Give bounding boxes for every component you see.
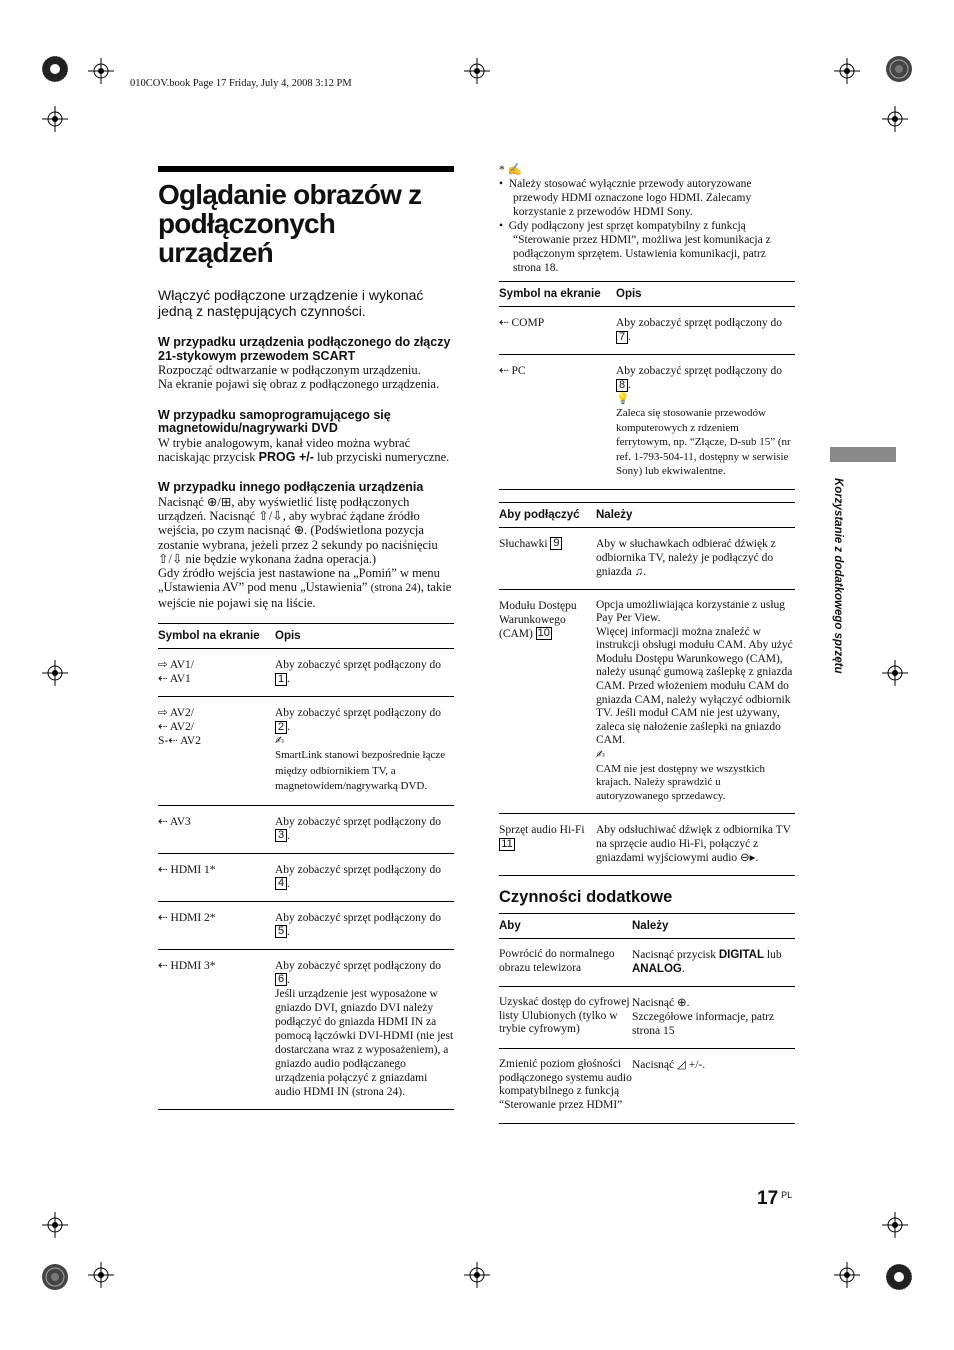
section-heading-other: W przypadku innego podłączenia urządzenia — [158, 480, 424, 495]
label-cell: Zmienić poziom głośności podłączonego systemu audio kompatybilnego z funkcją “Sterowanie przez HDMI” — [499, 1049, 632, 1124]
label-cell: Słuchawki 9 — [499, 527, 596, 589]
chapter-label: Korzystanie z dodatkowego sprzętu — [832, 478, 844, 674]
symbol-cell: ⇨ AV1/ ⇠ AV1 — [158, 649, 275, 697]
registration-mark-icon — [884, 54, 914, 84]
right-column — [499, 163, 795, 1124]
symbol-table-left — [158, 623, 454, 1110]
crosshair-icon — [464, 1262, 490, 1288]
crosshair-icon — [42, 660, 68, 686]
symbol-cell: ⇠ HDMI 2* — [158, 901, 275, 949]
crosshair-icon — [834, 58, 860, 84]
desc-cell: Nacisnąć ◿ +/-. — [632, 1049, 795, 1124]
symbol-cell: ⇠ AV3 — [158, 805, 275, 853]
table-row — [158, 697, 454, 806]
column-header: Aby — [499, 914, 632, 939]
note-bullet: • Gdy podłączony jest sprzęt kompatybilny z funkcją “Sterowanie przez HDMI”, możliwa jest komunikacja z podłączonym sprzętem. Ustawienia komunikacji, patrz strona 18. — [499, 220, 771, 274]
symbol-cell: ⇠ COMP — [499, 307, 616, 355]
column-header: Symbol na ekranie — [499, 282, 616, 307]
table-row — [499, 814, 795, 876]
crosshair-icon — [88, 1262, 114, 1288]
left-column — [158, 166, 454, 1110]
column-header: Należy — [632, 914, 795, 939]
symbol-cell: ⇠ PC — [499, 355, 616, 490]
table-row — [499, 939, 795, 987]
label-cell: Powrócić do normalnego obrazu telewizora — [499, 939, 632, 987]
table-header-row — [499, 502, 795, 527]
table-row — [499, 307, 795, 355]
table-header-row — [158, 624, 454, 649]
symbol-table-right — [499, 281, 795, 490]
column-header: Opis — [275, 624, 454, 649]
table-row — [158, 949, 454, 1109]
desc-cell: Aby zobaczyć sprzęt podłączony do 4 . — [275, 853, 454, 901]
table-header-row — [499, 914, 795, 939]
column-header: Opis — [616, 282, 795, 307]
table-row — [499, 527, 795, 589]
chapter-tab — [830, 447, 896, 462]
section-body-scart: Rozpocząć odtwarzanie w podłączonym urządzeniu. Na ekranie pojawi się obraz z podłączonego urządzenia. — [158, 363, 440, 392]
desc-cell: Aby zobaczyć sprzęt podłączony do 3 . — [275, 805, 454, 853]
tip-icon: 💡 — [616, 392, 630, 405]
crosshair-icon — [464, 58, 490, 84]
registration-mark-icon — [40, 1262, 70, 1292]
crosshair-icon — [42, 106, 68, 132]
table-row — [158, 853, 454, 901]
desc-cell: Nacisnąć ⊕. Szczegółowe informacje, patrz strona 15 — [632, 987, 795, 1049]
table-row — [499, 1049, 795, 1124]
column-header: Symbol na ekranie — [158, 624, 275, 649]
note-icon: ✍ — [275, 734, 285, 748]
note-bullet: • Należy stosować wyłącznie przewody autoryzowane przewody HDMI oznaczone logo HDMI. Zalecamy korzystanie z przewodów HDMI Sony. — [499, 178, 752, 218]
desc-cell: Aby odsłuchiwać dźwięk z odbiornika TV na sprzęcie audio Hi-Fi, połączyć z gniazdami wyjściowymi audio ⊖▸. — [596, 814, 795, 876]
section-body-vcr: W trybie analogowym, kanał video można wybrać naciskając przycisk PROG +/- lub przyciski numeryczne. — [158, 435, 450, 464]
page-title: Oglądanie obrazów z podłączonych urządzeń — [158, 179, 422, 268]
extra-actions-table — [499, 914, 795, 1124]
desc-cell: Aby zobaczyć sprzęt podłączony do 6 . Jeśli urządzenie jest wyposażone w gniazdo DVI, gniazdo DVI należy podłączyć do gniazda HDMI IN za pomocą łączówki DVI-HDMI (nie jest dostarczana wraz z wyposażeniem), a gniazdo audio podłączanego urządzenia połączyć z gniazdami audio HDMI IN (strona 24). — [275, 949, 454, 1109]
label-cell: Modułu Dostępu Warunkowego (CAM) 10 — [499, 589, 596, 814]
desc-cell: Aby zobaczyć sprzęt podłączony do 5 . — [275, 901, 454, 949]
table-row — [499, 987, 795, 1049]
registration-mark-icon — [40, 54, 70, 84]
page-number: 17 $^{PL}$ — [757, 1188, 793, 1209]
crosshair-icon — [882, 660, 908, 686]
label-cell: Sprzęt audio Hi-Fi 11 — [499, 814, 596, 876]
table-row — [499, 355, 795, 490]
symbol-cell: ⇠ HDMI 1* — [158, 853, 275, 901]
label-cell: Uzyskać dostęp do cyfrowej listy Ulubionych (tylko w trybie cyfrowym) — [499, 987, 632, 1049]
desc-cell: Opcja umożliwiająca korzystanie z usług Pay Per View. Więcej informacji można znaleźć w instrukcji obsługi modułu CAM. Aby użyć Modułu Dostępu Warunkowego (CAM), należy usunąć gumową zaślepkę z gniazda CAM. Przed włożeniem modułu CAM do gniazda CAM, należy wyłączyć odbiornik TV. Jeśli moduł CAM nie jest używany, zaleca się nałożenie zaślepki na gniazdo CAM. ✍ CAM nie jest dostępny we wszystkich krajach. Należy sprawdzić u autoryzowanego sprzedawcy. — [596, 589, 795, 814]
table-row — [158, 649, 454, 697]
crosshair-icon — [882, 1212, 908, 1238]
title-rule — [158, 166, 454, 172]
section-heading-scart: W przypadku urządzenia podłączonego do złączy 21-stykowym przewodem SCART — [158, 335, 451, 363]
section-body-other: Nacisnąć ⊕/⊞, aby wyświetlić listę podłączonych urządzeń. Nacisnąć ⇧/⇩, aby wybrać żądane źródło wejścia, po czym nacisnąć ⊕. (Podświetlona pozycja zostanie wybrana, jeżeli przez 2 sekundy po naciśnięciu ⇧/⇩ nie będzie wykonana żadna operacja.) Gdy źródło wejścia jest nastawione na „Pomiń” w menu „Ustawienia AV” pod menu „Ustawienia” (strona 24), takie wejście nie pojawi się na liście. — [158, 494, 452, 610]
symbol-cell: ⇨ AV2/ ⇠ AV2/ S-⇠ AV2 — [158, 697, 275, 806]
note-icon: ✍ — [596, 748, 606, 762]
desc-cell: Aby w słuchawkach odbierać dźwięk z odbiornika TV, należy je podłączyć do gniazda ♫. — [596, 527, 795, 589]
section-title: Czynności dodatkowe — [499, 888, 795, 914]
column-header: Należy — [596, 502, 795, 527]
column-header: Aby podłączyć — [499, 502, 596, 527]
desc-cell: Aby zobaczyć sprzęt podłączony do 2 . ✍ SmartLink stanowi bezpośrednie łącze między odbiornikiem TV, a magnetowidem/nagrywarką DVD. — [275, 697, 454, 806]
crosshair-icon — [42, 1212, 68, 1238]
crosshair-icon — [834, 1262, 860, 1288]
symbol-cell: ⇠ HDMI 3* — [158, 949, 275, 1109]
connection-table — [499, 502, 795, 877]
note-marker: * ✍ — [499, 164, 522, 176]
desc-cell: Aby zobaczyć sprzęt podłączony do 8 . 💡 Zaleca się stosowanie przewodów komputerowych z rdzeniem ferrytowym, np. “Złącze, D-sub 15” (nr ref. 1-793-504-11, dostępny w serwisie Sony) lub ekwiwalentne. — [616, 355, 795, 490]
registration-mark-icon — [884, 1262, 914, 1292]
desc-cell: Aby zobaczyć sprzęt podłączony do 1 . — [275, 649, 454, 697]
table-row — [499, 589, 795, 814]
desc-cell: Aby zobaczyć sprzęt podłączony do 7 . — [616, 307, 795, 355]
table-row — [158, 805, 454, 853]
file-header: 010COV.book Page 17 Friday, July 4, 2008 3:12 PM — [130, 78, 352, 89]
notes-block — [499, 163, 795, 275]
intro-text: Włączyć podłączone urządzenie i wykonać jedną z następujących czynności. — [158, 287, 424, 319]
table-row — [158, 901, 454, 949]
table-header-row — [499, 282, 795, 307]
crosshair-icon — [882, 106, 908, 132]
desc-cell: Nacisnąć przycisk DIGITAL lub ANALOG. — [632, 939, 795, 987]
crosshair-icon — [88, 58, 114, 84]
section-heading-vcr: W przypadku samoprogramującego się magnetowidu/nagrywarki DVD — [158, 407, 391, 436]
